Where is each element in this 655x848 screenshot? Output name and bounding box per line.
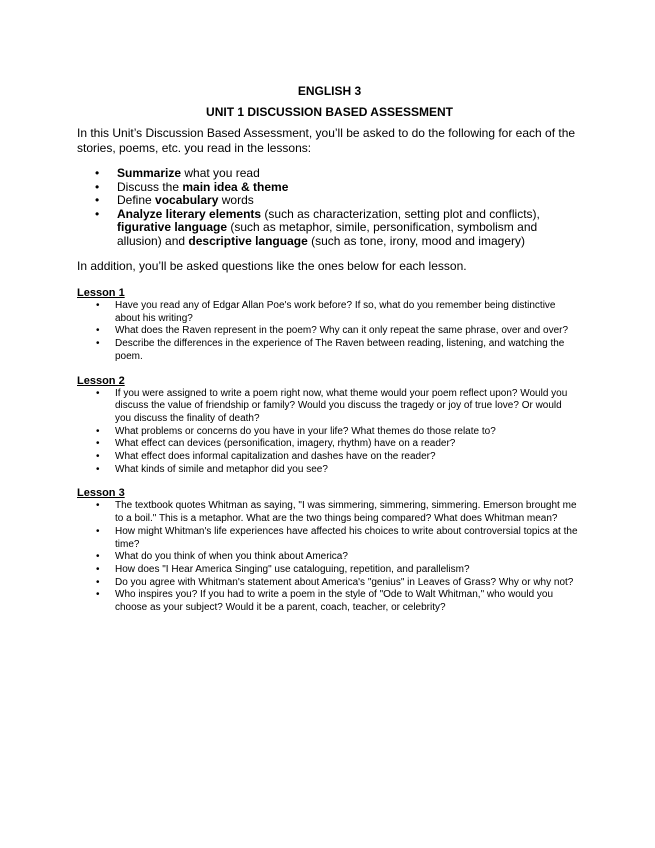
question-text: What does the Raven represent in the poem? Why can it only repeat the same phrase, over and over?	[115, 325, 569, 337]
question-item	[77, 325, 582, 338]
document-subtitle: UNIT 1 DISCUSSION BASED ASSESSMENT	[206, 105, 453, 119]
bullet-icon: •	[96, 438, 100, 450]
question-text: Have you read any of Edgar Allan Poe's work before? If so, what do you remember being distinctive about his writing?	[115, 300, 556, 324]
question-list	[77, 300, 582, 364]
question-text: The textbook quotes Whitman as saying, "I was simmering, simmering, simmering. Emerson brought me to a boil." This is a metaphor. What are the two things being compared? What does Whitman mean?	[115, 500, 577, 525]
question-item	[77, 526, 582, 551]
question-text: Do you agree with Whitman's statement about America's "genius" in Leaves of Grass? Why or why not?	[115, 576, 574, 588]
question-item	[77, 464, 582, 477]
document-title: ENGLISH 3	[297, 84, 362, 98]
question-text: What do you think of when you think about America?	[115, 551, 348, 563]
question-text: What effect can devices (personification, imagery, rhythm) have on a reader?	[115, 438, 456, 450]
question-text: If you were assigned to write a poem right now, what theme would your poem reflect upon? Would you discuss the value of friendship or family? Would you discuss the tragedy or joy of true love? Or would you discuss the finality of death?	[115, 387, 568, 424]
bullet-icon: •	[96, 338, 100, 350]
document-page	[77, 84, 582, 626]
question-item	[77, 551, 582, 564]
task-item-discuss	[77, 181, 582, 195]
question-list	[77, 388, 582, 477]
question-item	[77, 451, 582, 464]
task-text: (such as metaphor, simile, personification, symbolism and allusion) and	[117, 220, 538, 248]
question-list	[77, 500, 582, 614]
question-item	[77, 338, 582, 363]
addition-paragraph: In addition, you’ll be asked questions like the ones below for each lesson.	[77, 259, 467, 273]
question-item	[77, 388, 582, 426]
lesson-heading: Lesson 1	[77, 287, 125, 299]
bullet-icon: •	[96, 387, 100, 399]
task-keyword: main idea & theme	[182, 179, 289, 194]
lesson-3-section	[77, 487, 582, 614]
lesson-heading: Lesson 2	[77, 374, 125, 387]
task-item-summarize	[77, 167, 582, 181]
bullet-icon: •	[96, 451, 100, 463]
task-text: Define	[117, 193, 156, 207]
lesson-2-section	[77, 375, 582, 477]
question-item	[77, 300, 582, 325]
question-item	[77, 426, 582, 439]
bullet-icon: •	[96, 589, 100, 601]
bullet-icon: •	[95, 193, 100, 207]
bullet-icon: •	[96, 500, 100, 512]
task-text: what you read	[181, 166, 260, 180]
question-text: Describe the differences in the experience of The Raven between reading, listening, and watching the poem.	[115, 338, 565, 362]
bullet-icon: •	[96, 425, 100, 437]
task-text: Discuss the	[117, 179, 183, 194]
intro-paragraph: In this Unit’s Discussion Based Assessment, you’ll be asked to do the following for each of the stories, poems, etc. you read in the lessons:	[77, 126, 576, 155]
lesson-heading: Lesson 3	[77, 487, 125, 500]
question-item	[77, 589, 582, 614]
task-text: words	[218, 193, 254, 207]
question-item	[77, 500, 582, 525]
bullet-icon: •	[95, 206, 100, 221]
question-text: Who inspires you? If you had to write a poem in the style of "Ode to Walt Whitman," who would you choose as your subject? Would it be a parent, coach, teacher, or celebrity?	[115, 589, 554, 614]
bullet-icon: •	[96, 576, 100, 588]
bullet-icon: •	[96, 463, 100, 475]
bullet-icon: •	[96, 325, 100, 337]
task-item-define	[77, 194, 582, 208]
bullet-icon: •	[96, 551, 100, 563]
task-item-analyze	[77, 208, 582, 249]
question-text: How does "I Hear America Singing" use cataloguing, repetition, and parallelism?	[115, 563, 470, 575]
task-keyword: descriptive language	[188, 233, 308, 248]
question-text: What problems or concerns do you have in your life? What themes do those relate to?	[115, 425, 496, 437]
task-text: (such as characterization, setting plot and conflicts),	[261, 206, 540, 221]
bullet-icon: •	[96, 525, 100, 537]
question-text: What effect does informal capitalization and dashes have on the reader?	[115, 451, 436, 463]
bullet-icon: •	[95, 179, 100, 194]
question-text: How might Whitman's life experiences have affected his choices to write about controversial topics at the time?	[115, 525, 578, 550]
question-item	[77, 438, 582, 451]
task-text: (such as tone, irony, mood and imagery)	[307, 233, 525, 248]
task-keyword: Summarize	[117, 166, 182, 180]
question-item	[77, 577, 582, 590]
question-item	[77, 564, 582, 577]
task-keyword: vocabulary	[155, 193, 219, 207]
bullet-icon: •	[96, 563, 100, 575]
task-keyword: figurative language	[117, 220, 228, 234]
bullet-icon: •	[95, 166, 100, 180]
question-text: What kinds of simile and metaphor did you see?	[115, 463, 328, 475]
task-keyword: Analyze literary elements	[117, 206, 262, 221]
lesson-1-section	[77, 287, 582, 364]
task-list	[77, 167, 582, 248]
bullet-icon: •	[96, 300, 100, 311]
